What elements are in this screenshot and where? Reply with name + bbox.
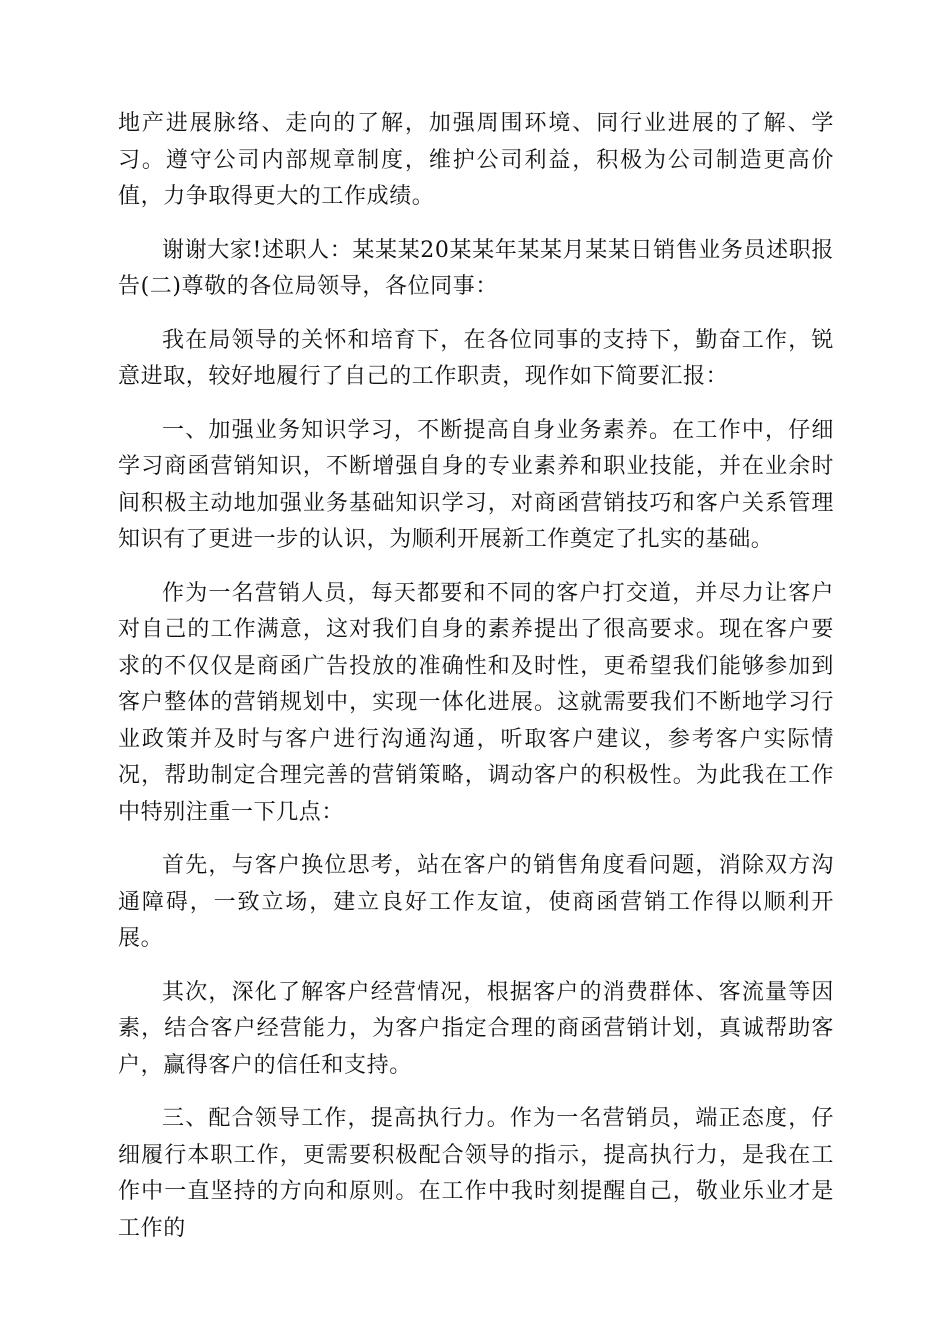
paragraph-intro: 我在局领导的关怀和培育下，在各位同事的支持下，勤奋工作，锐意进取，较好地履行了自己的工作职责，现作如下简要汇报： bbox=[118, 327, 834, 389]
paragraph-continued: 地产进展脉络、走向的了解，加强周围环境、同行业进展的了解、学习。遵守公司内部规章制度，维护公司利益，积极为公司制造更高价值，力争取得更大的工作成绩。 bbox=[118, 111, 834, 209]
document-body bbox=[118, 106, 834, 1264]
paragraph-sales-role: 作为一名营销人员，每天都要和不同的客户打交道，并尽力让客户对自己的工作满意，这对我们自身的素养提出了很高要求。现在客户要求的不仅仅是商函广告投放的准确性和及时性，更希望我们能够参加到客户整体的营销规划中，实现一体化进展。这就需要我们不断地学习行业政策并及时与客户进行沟通沟通，听取客户建议，参考客户实际情况，帮助制定合理完善的营销策略，调动客户的积极性。为此我在工作中特别注重一下几点： bbox=[118, 580, 834, 825]
paragraph-second-point: 其次，深化了解客户经营情况，根据客户的消费群体、客流量等因素，结合客户经营能力，为客户指定合理的商函营销计划，真诚帮助客户，赢得客户的信任和支持。 bbox=[118, 979, 834, 1078]
paragraph-thanks-and-report-title: 谢谢大家!述职人：某某某20某某年某某月某某日销售业务员述职报告(二)尊敬的各位局领导，各位同事： bbox=[118, 237, 834, 299]
paragraph-section-three: 三、配合领导工作，提高执行力。作为一名营销员，端正态度，仔细履行本职工作，更需要积极配合领导的指示，提高执行力，是我在工作中一直坚持的方向和原则。在工作中我时刻提醒自己，敬业乐业才是工作的 bbox=[118, 1106, 834, 1241]
paragraph-section-one: 一、加强业务知识学习，不断提高自身业务素养。在工作中，仔细学习商函营销知识，不断增强自身的专业素养和职业技能，并在业余时间积极主动地加强业务基础知识学习，对商函营销技巧和客户关系管理知识有了更进一步的认识，为顺利开展新工作奠定了扎实的基础。 bbox=[118, 417, 834, 552]
paragraph-first-point: 首先，与客户换位思考，站在客户的销售角度看问题，消除双方沟通障碍，一致立场，建立良好工作友谊，使商函营销工作得以顺利开展。 bbox=[118, 853, 834, 951]
